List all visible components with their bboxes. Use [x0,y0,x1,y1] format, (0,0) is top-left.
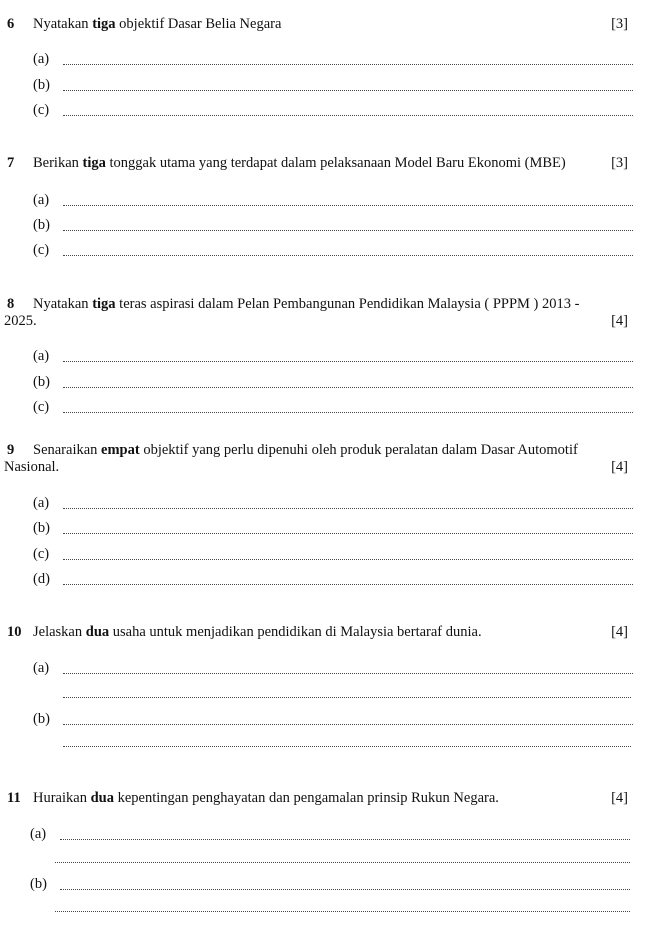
answer-line[interactable]: (c) [33,399,633,417]
answer-line[interactable]: (b) [33,77,633,95]
question-number: 8 [7,296,15,312]
answer-continuation-line[interactable] [55,911,630,912]
marks-label: [4] [611,790,628,806]
question-number: 11 [7,790,21,806]
answer-line[interactable]: (a) [33,660,633,678]
answer-line[interactable]: (b) [33,217,633,235]
answer-line[interactable]: (d) [33,571,633,589]
answer-line[interactable]: (a) [33,192,633,210]
question-number: 7 [7,155,15,171]
answer-line[interactable]: (a) [30,826,630,844]
answer-line[interactable]: (b) [33,711,633,729]
question-stem: 9 Senaraikan empat objektif yang perlu dipenuhi oleh produk peralatan dalam Dasar Automotif [7,442,578,458]
answer-line[interactable]: (c) [33,546,633,564]
marks-label: [4] [611,459,628,475]
answer-line[interactable]: (a) [33,495,633,513]
question-stem: 6 Nyatakan tiga objektif Dasar Belia Negara [7,16,282,32]
question-stem: 7 Berikan tiga tonggak utama yang terdapat dalam pelaksanaan Model Baru Ekonomi (MBE) [7,155,566,171]
question-continuation: 2025. [4,313,37,329]
answer-line[interactable]: (a) [33,348,633,366]
answer-line[interactable]: (b) [33,374,633,392]
answer-line[interactable]: (a) [33,51,633,69]
question-stem: 11 Huraikan dua kepentingan penghayatan dan pengamalan prinsip Rukun Negara. [7,790,499,806]
answer-line[interactable]: (c) [33,102,633,120]
marks-label: [3] [611,16,628,32]
question-number: 6 [7,16,15,32]
question-stem: 8 Nyatakan tiga teras aspirasi dalam Pelan Pembangunan Pendidikan Malaysia ( PPPM ) 2013 - [7,296,580,312]
question-stem: 10 Jelaskan dua usaha untuk menjadikan pendidikan di Malaysia bertaraf dunia. [7,624,482,640]
question-continuation: Nasional. [4,459,60,475]
question-number: 9 [7,442,15,458]
question-number: 10 [7,624,22,640]
answer-line[interactable]: (c) [33,242,633,260]
marks-label: [4] [611,313,628,329]
answer-line[interactable]: (b) [30,876,630,894]
answer-continuation-line[interactable] [63,697,631,698]
answer-line[interactable]: (b) [33,520,633,538]
answer-continuation-line[interactable] [55,862,630,863]
marks-label: [3] [611,155,628,171]
answer-continuation-line[interactable] [63,746,631,747]
marks-label: [4] [611,624,628,640]
